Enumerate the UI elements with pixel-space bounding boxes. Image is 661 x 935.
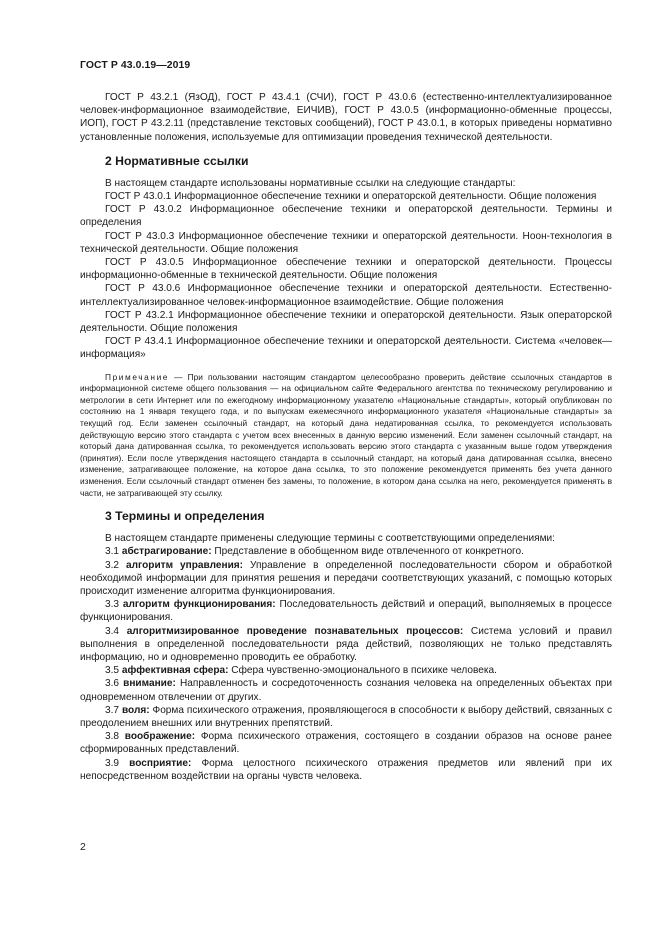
term-definition: Форма целостного психического отражения предметов или явлений при их непосредственном воздействии на органы чувств человека. [80,757,613,782]
note-text: — При пользовании настоящим стандартом целесообразно проверить действие ссылочных стандартов в информационной системе общего пользования — на официальном сайте Федерального агентства по техническому регулированию и метрологии в сети Интернет или по ежегодному информационному указателю «Национальные стандарты», который опубликован по состоянию на 1 января текущего года, и по выпускам ежемесячного информационного указателя «Национальные стандарты» за текущий год. Если заменен ссылочный стандарт, на который дана недатированная ссылка, то рекомендуется использовать действующую версию этого стандарта с учетом всех внесенных в данную версию изменений. Если заменен ссылочный стандарт, на который дана датированная ссылка, то рекомендуется использовать версию этого стандарта с указанным выше годом утверждения (принятия). Если после утверждения настоящего стандарта в ссылочный стандарт, на который дана датированная ссылка, внесено изменение, затрагивающее положение, на которое дана ссылка, то это положение рекомендуется применять без учета данного изменения. Если ссылочный стандарт отменен без замены, то положение, в котором дана ссылка на него, рекомендуется применять в части, не затрагивающей эту ссылку. [80,371,612,498]
term-name: алгоритмизированное проведение познавательных процессов: [126,625,464,637]
term-number: 3.9 [105,757,130,769]
term-name: алгоритм функционирования: [122,599,276,611]
term-number: 3.6 [105,678,124,690]
section-2-title: 2 Нормативные ссылки [105,153,249,168]
term-definition: Представление в обобщенном виде отвлеченного от конкретного. [211,546,524,558]
document-header: ГОСТ Р 43.0.19—2019 [80,60,191,71]
term-name: восприятие: [129,757,192,769]
note-label: Примечание [105,371,170,382]
term-name: аффективная сфера: [121,665,229,677]
reference-item: ГОСТ Р 43.0.5 Информационное обеспечение техники и операторской деятельности. Процессы информационно-обменные в технической деятельности. Общие положения [80,257,612,282]
section-2-lead: В настоящем стандарте использованы нормативные ссылки на следующие стандарты: [105,177,516,189]
document-body [80,91,612,783]
page-number: 2 [80,842,86,853]
term-number: 3.1 [105,546,122,558]
note-paragraph [80,372,612,500]
term-name: абстрагирование: [121,546,212,558]
term-entry [80,730,612,756]
section-3-title: 3 Термины и определения [105,509,265,524]
term-number: 3.7 [105,704,122,716]
term-definition: Направленность и сосредоточенность сознания человека на определенных объектах при одновременном отвлечении от других. [80,678,612,703]
term-number: 3.4 [105,625,127,637]
reference-item: ГОСТ Р 43.0.1 Информационное обеспечение техники и операторской деятельности. Общие положения [105,191,597,203]
term-name: алгоритм управления: [126,559,244,571]
term-definition: Система условий и правил выполнения в определенной последовательности ряда действий, позволяющих не только представлять информацию, но и одновременно проводить ее обработку. [80,625,612,664]
reference-item: ГОСТ Р 43.0.6 Информационное обеспечение техники и операторской деятельности. Естественно-интеллектуализированное человек-информационное взаимодействие. Общие положения [80,283,612,308]
term-entry [80,625,612,665]
reference-item: ГОСТ Р 43.4.1 Информационное обеспечение техники и операторской деятельности. Система «человек—информация» [80,336,612,361]
term-entry [80,757,612,783]
term-entry [80,664,612,677]
reference-item: ГОСТ Р 43.2.1 Информационное обеспечение техники и операторской деятельности. Язык операторской деятельности. Общие положения [80,309,612,335]
term-entry [80,598,612,624]
term-definition: Управление в определенной последовательности сбором и обработкой необходимой информации для принятия решения и передачи соответствующих указаний, с помощью которых происходит изменение алгоритма функционирования. [80,559,612,597]
term-definition: Последовательность действий и операций, выполняемых в процессе функционирования. [80,599,612,624]
term-entry [80,545,612,558]
term-name: внимание: [123,678,176,690]
term-number: 3.8 [105,731,125,743]
term-entry [80,704,612,730]
intro-paragraph: ГОСТ Р 43.2.1 (ЯзОД), ГОСТ Р 43.4.1 (СЧИ), ГОСТ Р 43.0.6 (естественно-интеллектуализированное человек-информационное взаимодействие, ЕИЧИВ), ГОСТ Р 43.0.5 (информационно-обменные процессы, ИОП), ГОСТ Р 43.2.11 (представление текстовых сообщений), ГОСТ Р 43.0.1, в которых приведены нормативно установленные положения, используемые для оптимизации проведения технической деятельности. [80,92,612,143]
term-definition: Сфера чувственно-эмоционального в психике человека. [228,665,497,677]
term-entry [80,677,612,703]
term-number: 3.3 [105,599,123,611]
term-number: 3.2 [105,559,127,571]
section-3-lead: В настоящем стандарте применены следующие термины с соответствующими определениями: [105,533,555,545]
term-number: 3.5 [105,665,122,677]
term-name: воображение: [124,731,196,743]
reference-item: ГОСТ Р 43.0.3 Информационное обеспечение техники и операторской деятельности. Ноон-технология в технической деятельности. Общие положения [80,230,612,255]
term-name: воля: [121,704,150,716]
reference-item: ГОСТ Р 43.0.2 Информационное обеспечение техники и операторской деятельности. Термины и определения [80,204,612,229]
term-definition: Форма психического отражения, состоящего в создании образов на основе ранее сформированных представлений. [80,731,613,756]
term-entry [80,559,612,599]
term-definition: Форма психического отражения, проявляющегося в способности к выбору действий, связанных с преодолением внешних или внутренних препятствий. [80,704,612,730]
